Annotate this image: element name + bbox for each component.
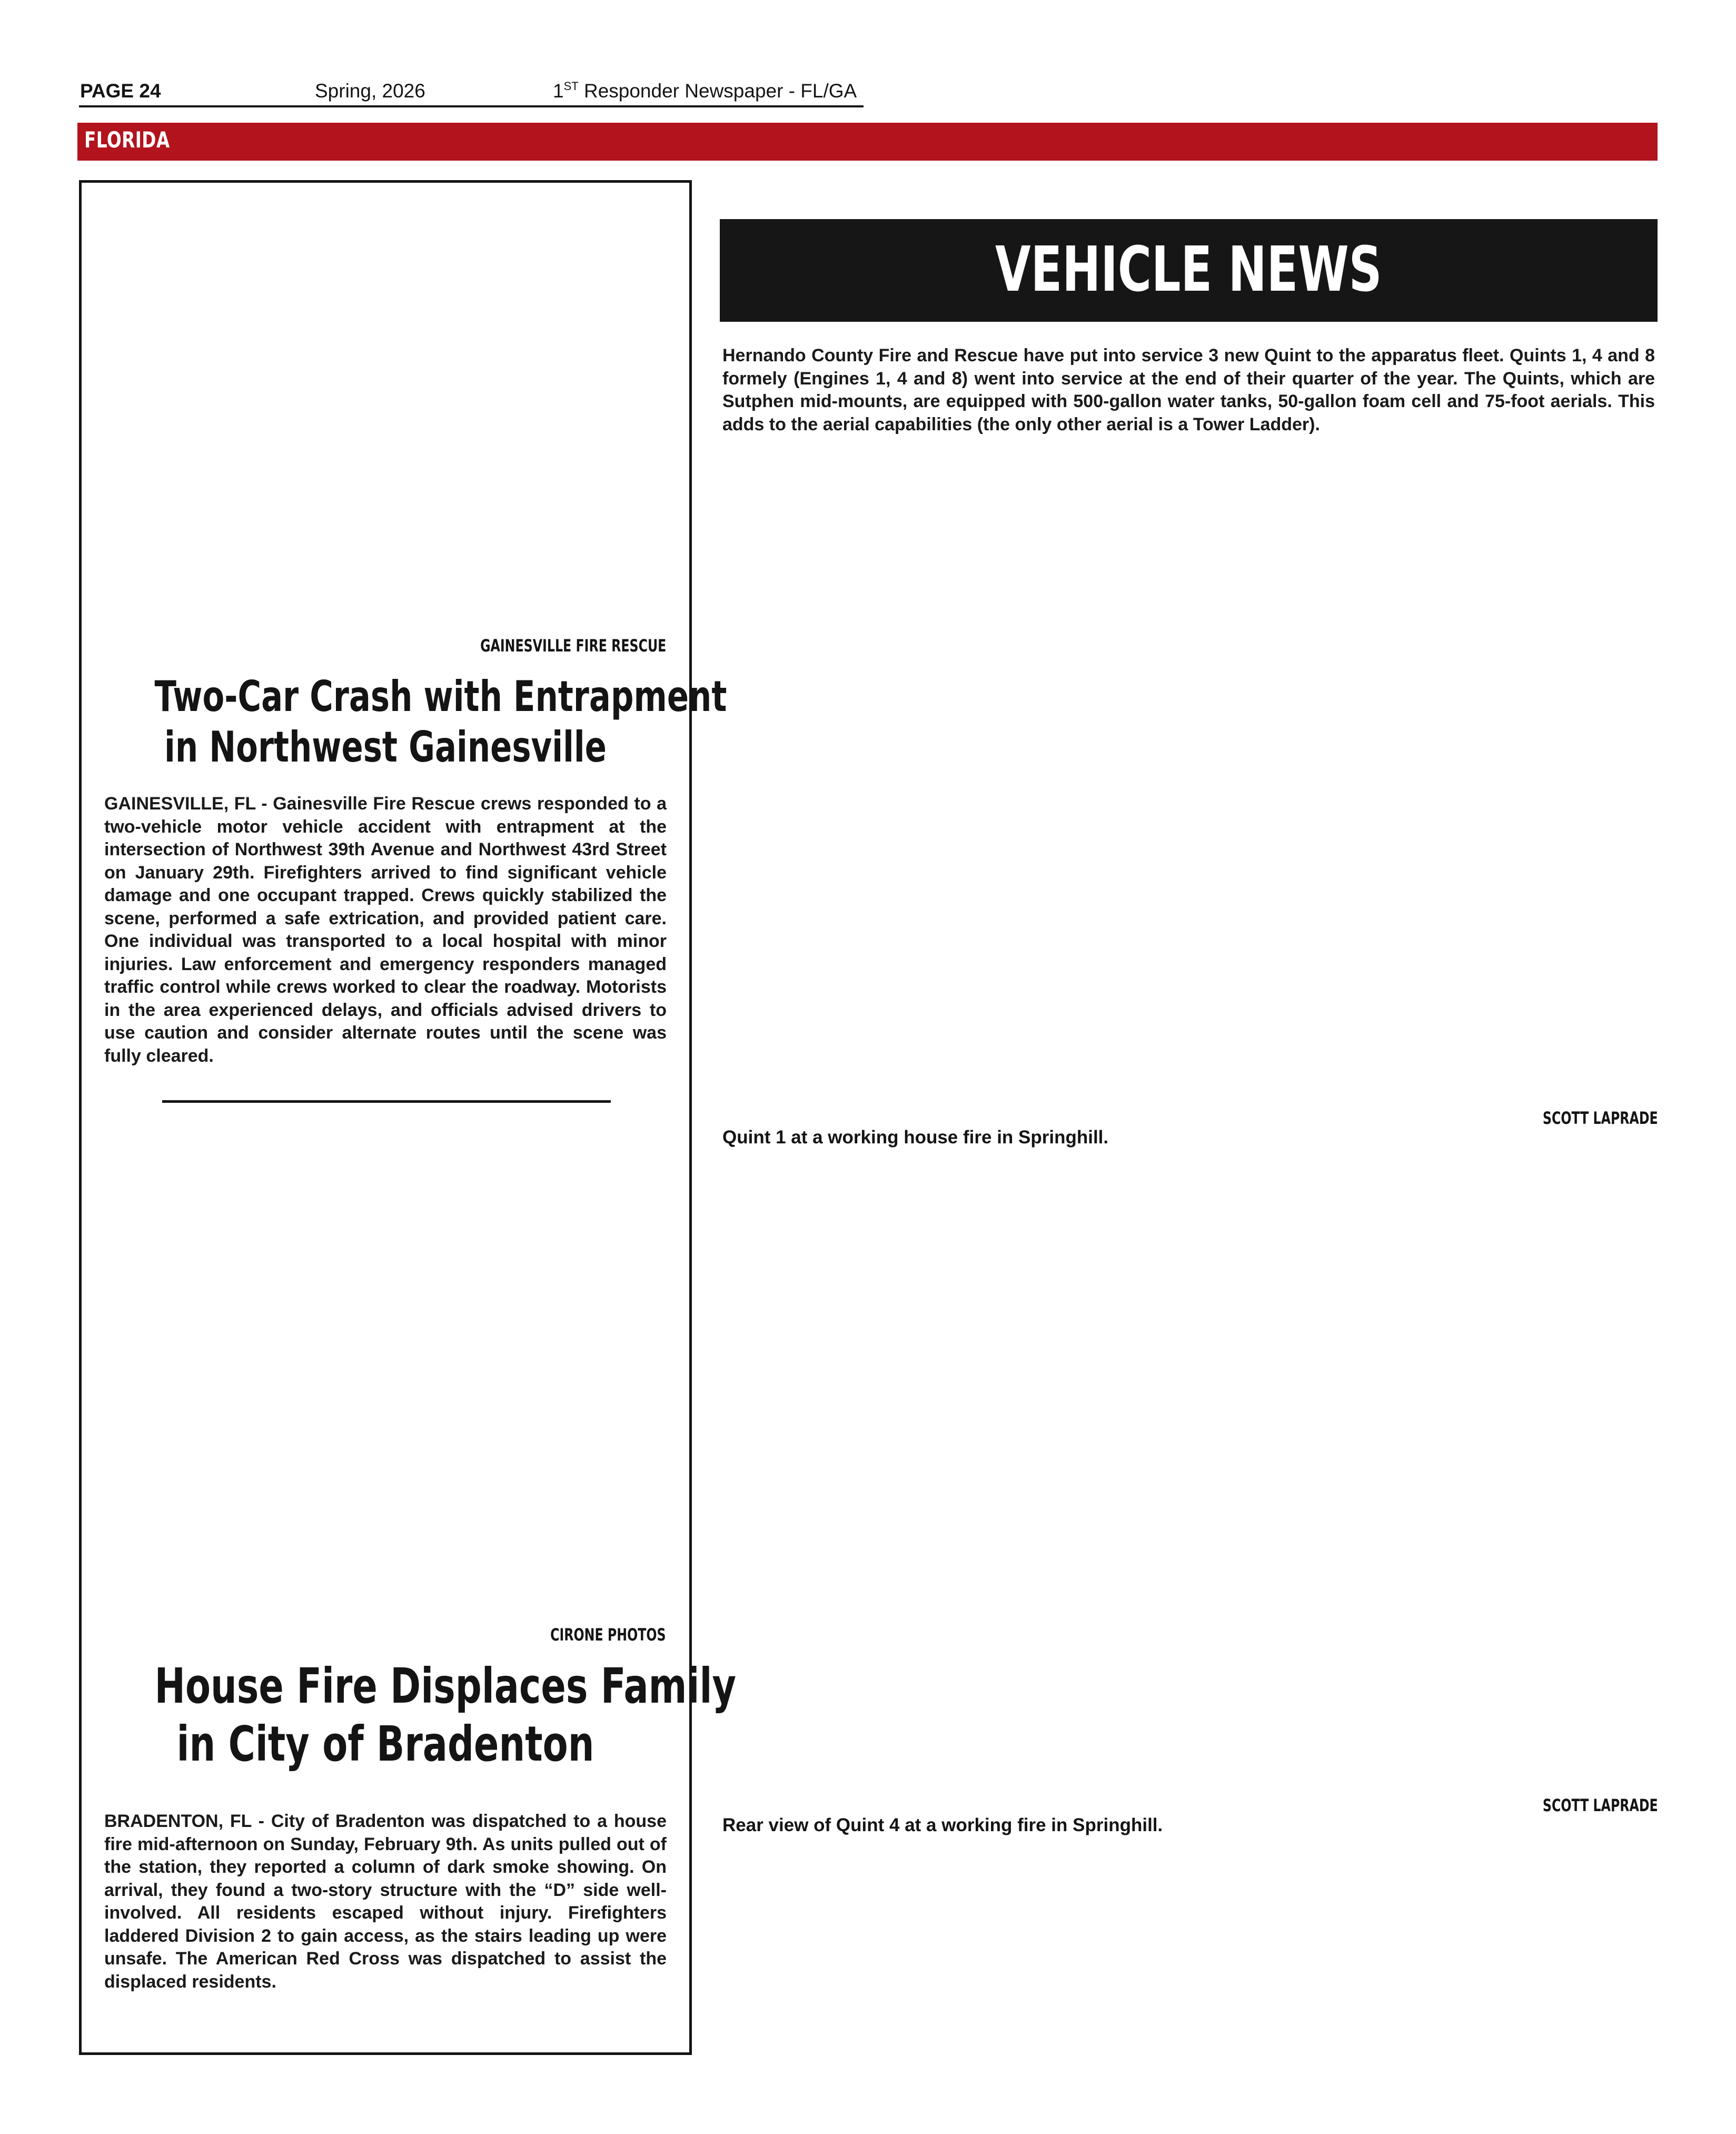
photo-credit: SCOTT LAPRADE	[1543, 1795, 1658, 1815]
page-number: PAGE 24	[80, 80, 161, 102]
article-divider	[162, 1100, 611, 1103]
vehicle-news-intro: Hernando County Fire and Rescue have put into service 3 new Quint to the apparatus fleet. Quints 1, 4 and 8 formely (Engines 1, 4 and 8) went into service at the end of their quarter of the year. The Quints, which are Sutphen mid-mounts, are equipped with 500-gallon water tanks, 50-gallon foam cell and 75-foot aerials. This adds to the aerial capabilities (the only other aerial is a Tower Ladder).	[722, 345, 1655, 434]
publication-name: 1ST Responder Newspaper - FL/GA	[553, 80, 857, 102]
section-label: FLORIDA	[84, 127, 170, 153]
left-article-box	[79, 180, 737, 2055]
vehicle-news-banner	[720, 219, 1658, 322]
photo-credit: SCOTT LAPRADE	[1543, 1108, 1658, 1128]
photo-credit: GAINESVILLE FIRE RESCUE	[480, 636, 666, 656]
banner-title: VEHICLE NEWS	[995, 233, 1382, 305]
section-band	[77, 123, 1658, 161]
issue-date: Spring, 2026	[315, 80, 425, 102]
article-headline: House Fire Displaces Family in City of Bradenton	[154, 1658, 737, 1772]
photo-caption: Quint 1 at a working house fire in Springhill.	[722, 1127, 1109, 1148]
photo-caption: Rear view of Quint 4 at a working fire in Springhill.	[722, 1815, 1163, 1835]
article-body: BRADENTON, FL - City of Bradenton was dispatched to a house fire mid-afternoon on Sunday, February 9th. As units pulled out of the station, they reported a column of dark smoke showing. On arrival, they found a two-story structure with the “D” side well-involved. All residents escaped without injury. Firefighters laddered Division 2 to gain access, as the stairs leading up were unsafe. The American Red Cross was dispatched to assist the displaced residents.	[104, 1811, 667, 1992]
article-headline: Two-Car Crash with Entrapment in Northwest Gainesville	[154, 672, 727, 772]
photo-credit: CIRONE PHOTOS	[550, 1625, 666, 1645]
running-header	[79, 79, 864, 107]
article-body: GAINESVILLE, FL - Gainesville Fire Rescue crews responded to a two-vehicle motor vehicle accident with entrapment at the intersection of Northwest 39th Avenue and Northwest 43rd Street on January 29th. Firefighters arrived to find significant vehicle damage and one occupant trapped. Crews quickly stabilized the scene, performed a safe extrication, and provided patient care. One individual was transported to a local hospital with minor injuries. Law enforcement and emergency responders managed traffic control while crews worked to clear the roadway. Motorists in the area experienced delays, and officials advised drivers to use caution and consider alternate routes until the scene was fully cleared.	[104, 794, 667, 1066]
